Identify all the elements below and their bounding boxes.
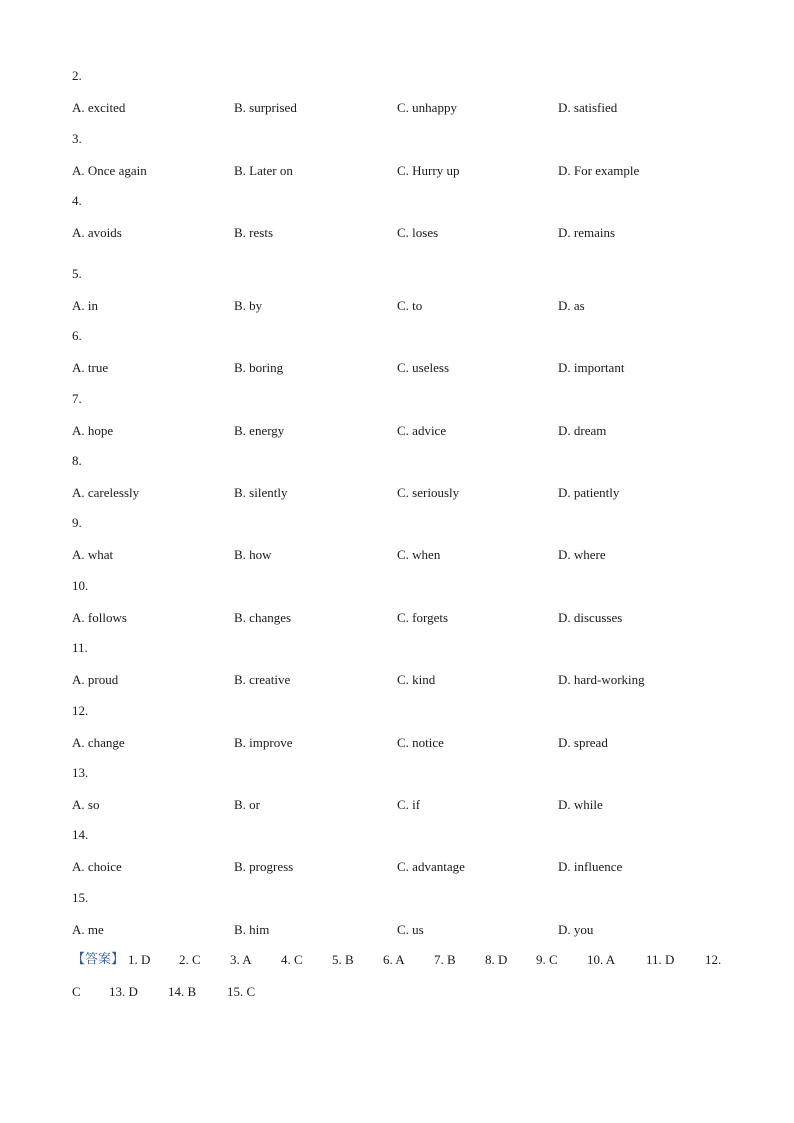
- option-b: B. boring: [234, 360, 284, 375]
- option-c: C. unhappy: [397, 100, 457, 115]
- option-d: D. patiently: [558, 485, 620, 500]
- question-number: 13.: [72, 765, 89, 780]
- question-number: 2.: [72, 68, 82, 83]
- option-c: C. to: [397, 298, 423, 313]
- question-number: 15.: [72, 890, 89, 905]
- option-a: A. change: [72, 735, 125, 750]
- answer-item: 14. B: [168, 984, 197, 999]
- answer-item: 1. D: [128, 952, 151, 967]
- answer-item: 8. D: [485, 952, 508, 967]
- option-c: C. advantage: [397, 859, 465, 874]
- option-a: A. in: [72, 298, 98, 313]
- answer-item: 12.: [705, 952, 722, 967]
- question-number: 11.: [72, 640, 88, 655]
- option-b: B. improve: [234, 735, 293, 750]
- answer-item: 6. A: [383, 952, 405, 967]
- option-a: A. excited: [72, 100, 126, 115]
- option-b: B. rests: [234, 225, 273, 240]
- option-b: B. creative: [234, 672, 291, 687]
- answer-item: 5. B: [332, 952, 354, 967]
- question-number: 8.: [72, 453, 82, 468]
- question-number: 5.: [72, 266, 82, 281]
- option-b: B. surprised: [234, 100, 297, 115]
- option-a: A. me: [72, 922, 104, 937]
- answer-item: 2. C: [179, 952, 201, 967]
- question-number: 7.: [72, 391, 82, 406]
- answer-item: 15. C: [227, 984, 256, 999]
- option-a: A. Once again: [72, 163, 147, 178]
- question-number: 9.: [72, 515, 82, 530]
- option-a: A. hope: [72, 423, 114, 438]
- answer-item: 9. C: [536, 952, 558, 967]
- option-b: B. by: [234, 298, 263, 313]
- option-c: C. forgets: [397, 610, 449, 625]
- option-b: B. Later on: [234, 163, 293, 178]
- option-a: A. avoids: [72, 225, 122, 240]
- option-a: A. what: [72, 547, 114, 562]
- option-d: D. discusses: [558, 610, 623, 625]
- option-c: C. advice: [397, 423, 447, 438]
- question-number: 10.: [72, 578, 89, 593]
- option-b: B. changes: [234, 610, 292, 625]
- answer-item: 3. A: [230, 952, 252, 967]
- question-number: 6.: [72, 328, 82, 343]
- answer-item: 11. D: [646, 952, 675, 967]
- answer-item: 13. D: [109, 984, 138, 999]
- option-a: A. proud: [72, 672, 119, 687]
- option-b: B. progress: [234, 859, 294, 874]
- option-c: C. kind: [397, 672, 436, 687]
- answer-item: C: [72, 984, 81, 999]
- answer-item: 10. A: [587, 952, 616, 967]
- option-a: A. so: [72, 797, 100, 812]
- option-d: D. influence: [558, 859, 623, 874]
- option-c: C. loses: [397, 225, 439, 240]
- option-b: B. silently: [234, 485, 288, 500]
- option-c: C. useless: [397, 360, 449, 375]
- option-d: D. important: [558, 360, 625, 375]
- question-number: 4.: [72, 193, 82, 208]
- option-c: C. when: [397, 547, 441, 562]
- option-d: D. satisfied: [558, 100, 618, 115]
- answer-item: 4. C: [281, 952, 303, 967]
- option-a: A. choice: [72, 859, 122, 874]
- option-d: D. hard-working: [558, 672, 645, 687]
- option-d: D. you: [558, 922, 594, 937]
- option-d: D. remains: [558, 225, 616, 240]
- option-c: C. notice: [397, 735, 444, 750]
- option-d: D. where: [558, 547, 606, 562]
- answer-tag: 【答案】: [72, 952, 125, 967]
- option-d: D. as: [558, 298, 585, 313]
- option-a: A. true: [72, 360, 109, 375]
- question-number: 12.: [72, 703, 89, 718]
- option-d: D. while: [558, 797, 603, 812]
- option-d: D. dream: [558, 423, 607, 438]
- option-d: D. spread: [558, 735, 608, 750]
- option-c: C. Hurry up: [397, 163, 460, 178]
- option-c: C. us: [397, 922, 424, 937]
- option-c: C. if: [397, 797, 421, 812]
- option-a: A. carelessly: [72, 485, 140, 500]
- question-number: 3.: [72, 131, 82, 146]
- option-a: A. follows: [72, 610, 127, 625]
- option-b: B. him: [234, 922, 270, 937]
- option-b: B. how: [234, 547, 272, 562]
- option-d: D. For example: [558, 163, 640, 178]
- question-number: 14.: [72, 827, 89, 842]
- option-c: C. seriously: [397, 485, 460, 500]
- option-b: B. energy: [234, 423, 285, 438]
- option-b: B. or: [234, 797, 260, 812]
- answer-item: 7. B: [434, 952, 456, 967]
